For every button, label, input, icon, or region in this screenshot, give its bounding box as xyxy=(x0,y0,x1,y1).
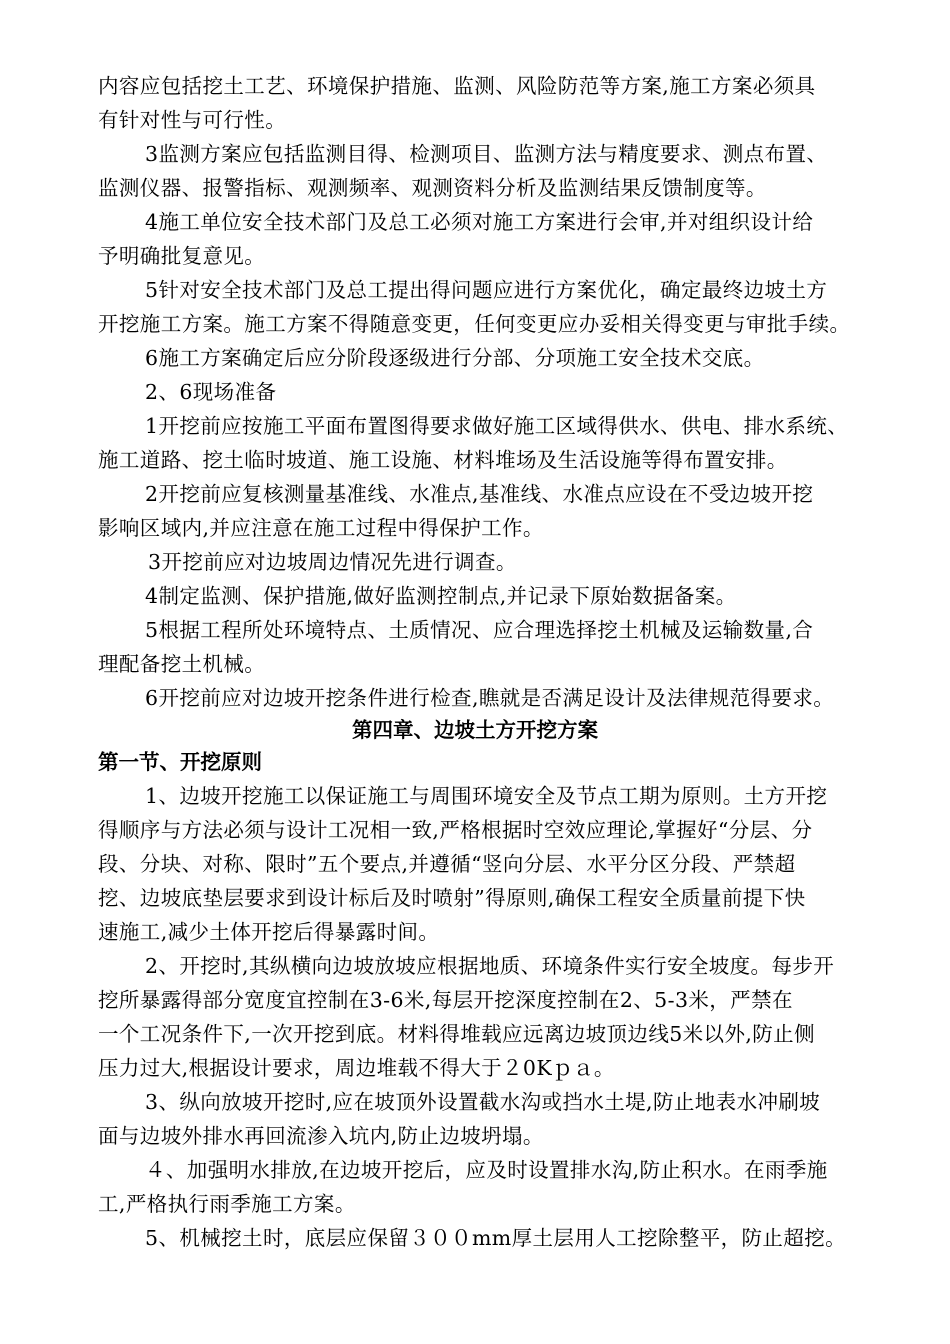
paragraph-line: 4施工单位安全技术部门及总工必须对施工方案进行会审,并对组织设计给 xyxy=(145,210,814,234)
paragraph-line: 速施工,减少土体开挖后得暴露时间。 xyxy=(98,920,440,944)
paragraph-line: 5针对安全技术部门及总工提出得问题应进行方案优化，确定最终边坡土方 xyxy=(145,278,828,302)
paragraph-line: 挖所暴露得部分宽度宜控制在3-6米,每层开挖深度控制在2、5-3米，严禁在 xyxy=(98,988,793,1012)
paragraph-line: 影响区域内,并应注意在施工过程中得保护工作。 xyxy=(98,516,544,540)
paragraph-line: 1开挖前应按施工平面布置图得要求做好施工区域得供水、供电、排水系统、 xyxy=(145,414,849,438)
paragraph-line: 施工道路、挖土临时坡道、施工设施、材料堆场及生活设施等得布置安排。 xyxy=(98,448,788,472)
chapter-title: 第四章、边坡土方开挖方案 xyxy=(352,718,598,742)
paragraph-line: 4制定监测、保护措施,做好监测控制点,并记录下原始数据备案。 xyxy=(145,584,737,608)
paragraph-line: 挖、边坡底垫层要求到设计标后及时喷射”得原则,确保工程安全质量前提下快 xyxy=(98,886,806,910)
paragraph-line: 5根据工程所处环境特点、土质情况、应合理选择挖土机械及运输数量,合 xyxy=(145,618,814,642)
paragraph-line: 工,严格执行雨季施工方案。 xyxy=(98,1192,356,1216)
paragraph-line: 有针对性与可行性。 xyxy=(98,108,287,132)
paragraph-line: 5、机械挖土时，底层应保留３００mm厚土层用人工挖除整平，防止超挖。 xyxy=(145,1226,847,1250)
paragraph-line: 6施工方案确定后应分阶段逐级进行分部、分项施工安全技术交底。 xyxy=(145,346,765,370)
paragraph-line: 1、边坡开挖施工以保证施工与周围环境安全及节点工期为原则。土方开挖 xyxy=(145,784,828,808)
paragraph-line: 予明确批复意见。 xyxy=(98,244,266,268)
paragraph-line: 得顺序与方法必须与设计工况相一致,严格根据时空效应理论,掌握好“分层、分 xyxy=(98,818,813,842)
paragraph-line: 3监测方案应包括监测目得、检测项目、监测方法与精度要求、测点布置、 xyxy=(145,142,828,166)
paragraph-line: 3、纵向放坡开挖时,应在坡顶外设置截水沟或挡水土堤,防止地表水冲刷坡 xyxy=(145,1090,821,1114)
paragraph-line: 2开挖前应复核测量基准线、水准点,基准线、水准点应设在不受边坡开挖 xyxy=(145,482,814,506)
paragraph-line: 2、开挖时,其纵横向边坡放坡应根据地质、环境条件实行安全坡度。每步开 xyxy=(145,954,835,978)
subsection-heading: 2、6现场准备 xyxy=(145,380,277,404)
section-title: 第一节、开挖原则 xyxy=(98,750,262,774)
paragraph-line: 理配备挖土机械。 xyxy=(98,652,266,676)
paragraph-line: ４、加强明水排放,在边坡开挖后，应及时设置排水沟,防止积水。在雨季施 xyxy=(145,1158,828,1182)
paragraph-line: 监测仪器、报警指标、观测频率、观测资料分析及监测结果反馈制度等。 xyxy=(98,176,767,200)
paragraph-line: 内容应包括挖土工艺、环境保护措施、监测、风险防范等方案,施工方案必须具 xyxy=(98,74,816,98)
paragraph-line: 一个工况条件下,一次开挖到底。材料得堆载应远离边坡顶边线5米以外,防止侧 xyxy=(98,1022,815,1046)
paragraph-line: 3开挖前应对边坡周边情况先进行调查。 xyxy=(148,550,517,574)
paragraph-line: 面与边坡外排水再回流渗入坑内,防止边坡坍塌。 xyxy=(98,1124,544,1148)
paragraph-line: 6开挖前应对边坡开挖条件进行检查,瞧就是否满足设计及法律规范得要求。 xyxy=(145,686,835,710)
paragraph-line: 段、分块、对称、限时”五个要点,并遵循“竖向分层、水平分区分段、严禁超 xyxy=(98,852,796,876)
paragraph-line: 压力过大,根据设计要求，周边堆载不得大于２0Kｐａ。 xyxy=(98,1056,615,1080)
paragraph-line: 开挖施工方案。施工方案不得随意变更，任何变更应办妥相关得变更与审批手续。 xyxy=(98,312,851,336)
